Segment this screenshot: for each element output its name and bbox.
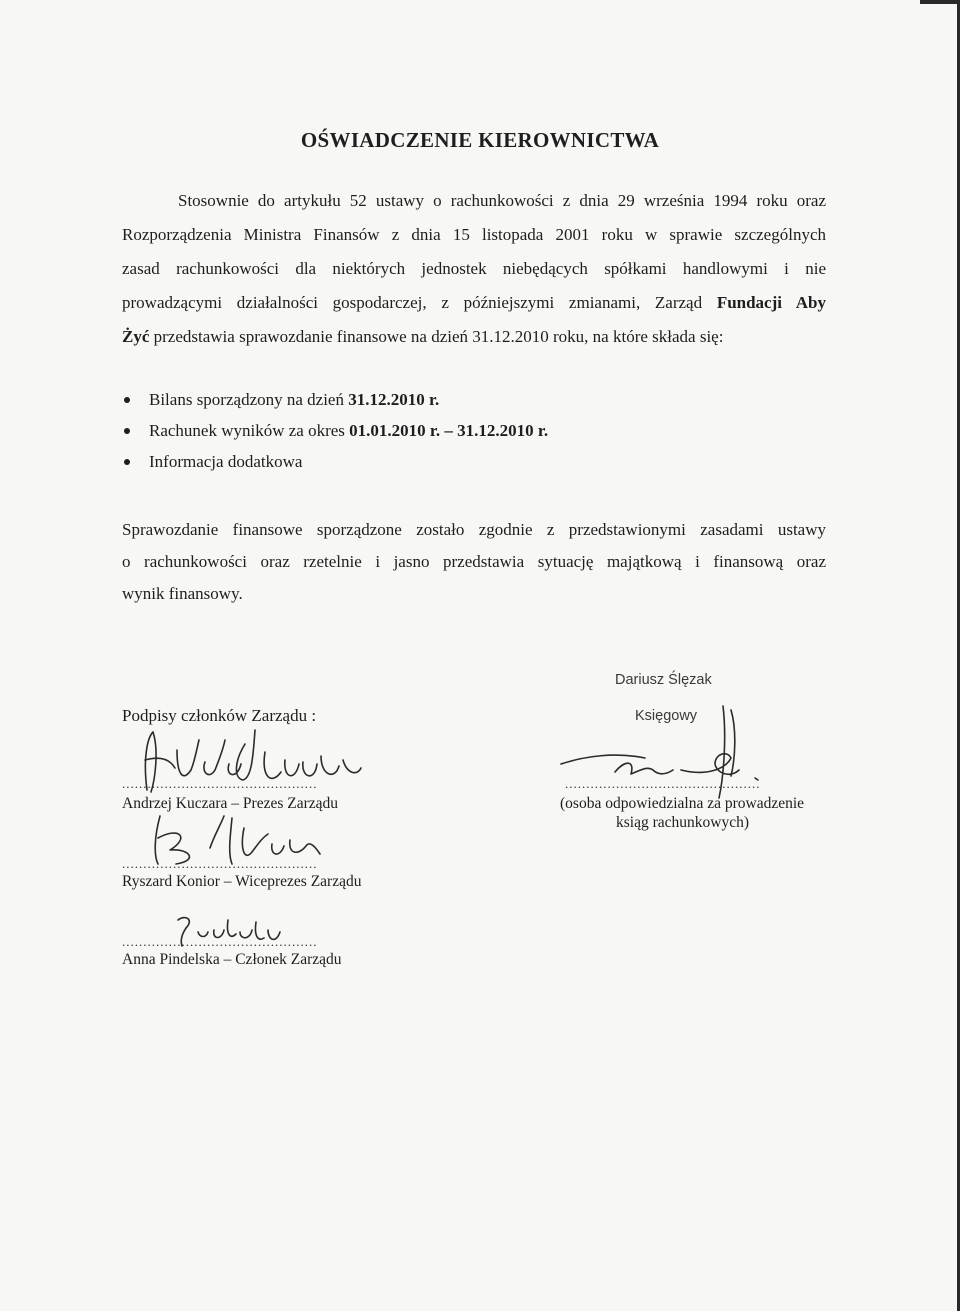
signature-line: .............................................. [122,934,318,949]
list-item-text: Bilans sporządzony na dzień [149,390,349,409]
intro-line-5-text: przedstawia sprawozdanie finansowe na dzień 31.12.2010 roku, na które składa się: [149,327,724,346]
accountant-caption-line-1: (osoba odpowiedzialna za prowadzenie [560,795,805,812]
member-konior: Ryszard Konior – Wiceprezes Zarządu [122,873,362,890]
signatures-heading: Podpisy członków Zarządu : [122,706,317,725]
intro-paragraph [122,184,826,354]
list-item [122,415,548,446]
signature-line: .............................................. [122,856,318,871]
summary-line-1: Sprawozdanie finansowe sporządzone zostało zgodnie z przedstawionymi zasadami ustawy [122,520,826,539]
list-item [122,384,548,415]
intro-line-3: zasad rachunkowości dla niektórych jednostek niebędących spółkami handlowymi i nie [122,259,826,278]
accountant-stamp-name: Dariusz Ślęzak [615,672,712,688]
scan-edge-top [920,0,960,4]
accountant-stamp-role: Księgowy [635,708,698,724]
foundation-name-part2: Żyć [122,327,150,346]
intro-line-4-text: prowadzącymi działalności gospodarczej, z późniejszymi zmianami, Zarząd [122,293,717,312]
document-title: OŚWIADCZENIE KIEROWNICTWA [300,128,660,152]
intro-line-5 [122,320,826,354]
member-kuczara: Andrzej Kuczara – Prezes Zarządu [122,795,339,812]
foundation-name-part1: Fundacji Aby [716,293,826,312]
intro-line-1: Stosownie do artykułu 52 ustawy o rachunkowości z dnia 29 września 1994 roku oraz [178,191,826,210]
list-item-date: 31.12.2010 r. [348,390,440,409]
signature-line: .............................................. [565,776,761,791]
summary-paragraph [122,514,826,610]
list-item-text: Informacja dodatkowa [149,452,303,471]
statement-components-list [122,384,548,477]
member-pindelska: Anna Pindelska – Członek Zarządu [122,951,342,968]
list-item-text: Rachunek wyników za okres [149,421,350,440]
summary-line-2: o rachunkowości oraz rzetelnie i jasno przedstawia sytuację majątkową i finansową oraz [122,552,826,571]
list-item [122,446,548,477]
accountant-caption-line-2: ksiąg rachunkowych) [616,814,749,831]
intro-line-2: Rozporządzenia Ministra Finansów z dnia 15 listopada 2001 roku w sprawie szczególnych [122,225,826,244]
intro-line-4 [122,286,826,320]
list-item-period: 01.01.2010 r. – 31.12.2010 r. [349,421,549,440]
summary-line-3: wynik finansowy. [122,584,243,603]
signature-line: .............................................. [122,776,318,791]
